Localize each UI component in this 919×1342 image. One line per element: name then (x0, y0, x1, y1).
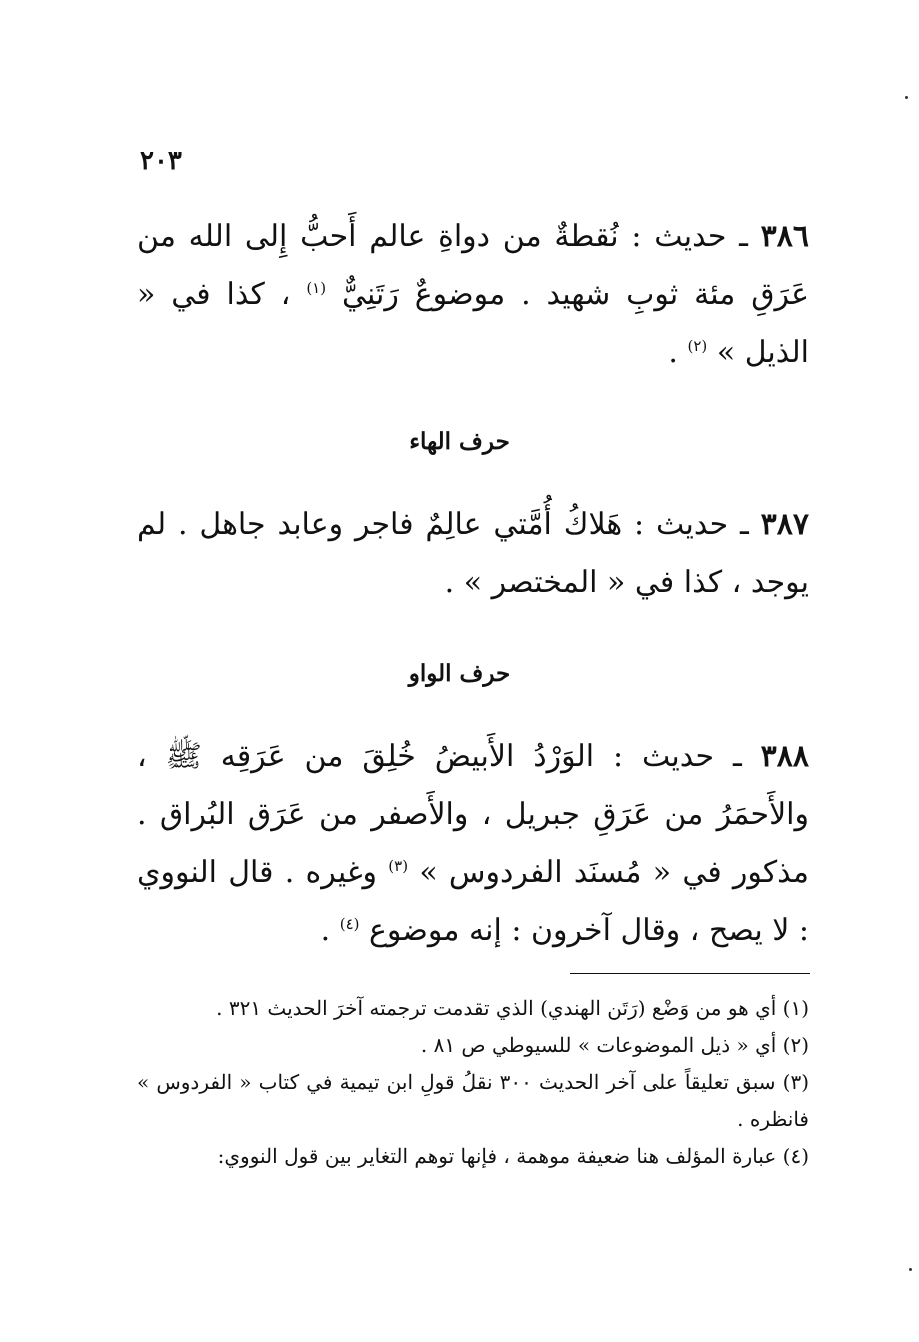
hadith-text: ـ حديث : هَلاكُ أُمَّتي عالِمٌ فاجر وعابد جاهل . لم يوجد ، كذا في « المختصر » . (137, 507, 809, 600)
hadith-number: ٣٨٨ (760, 739, 809, 774)
hadith-number: ٣٨٦ (760, 219, 809, 254)
hadith-text: وغيره . قال النووي : لا يصح ، وقال آخرون : إنه موضوع (137, 855, 809, 948)
page-number: ٢٠٣ (140, 146, 182, 176)
footnote-1: (١) أي هو من وَضْع (رَتَن الهندي) الذي تقدمت ترجمته آخرَ الحديث ٣٢١ . (216, 996, 809, 1020)
hadith-entry-387 (137, 496, 809, 612)
footnote-4: (٤) عبارة المؤلف هنا ضعيفة موهمة ، فإنها توهم التغاير بين قول النووي: (217, 1144, 809, 1168)
hadith-text: . (668, 335, 688, 370)
footnote-ref: (٤) (339, 915, 360, 933)
footnote-2: (٢) أي « ذيل الموضوعات » للسيوطي ص ٨١ . (420, 1033, 809, 1057)
footnote-3: (٣) سبق تعليقاً على آخر الحديث ٣٠٠ نقلُ قولِ ابن تيمية في كتاب « الفردوس » فانظره . (137, 1070, 810, 1131)
footnotes (137, 990, 809, 1175)
footnote-ref: (٢) (687, 337, 708, 355)
footnote-ref: (٣) (388, 857, 409, 875)
hadith-text: . (320, 913, 340, 948)
hadith-number: ٣٨٧ (760, 507, 809, 542)
section-heading-waw: حرف الواو (408, 660, 511, 687)
scan-speck (909, 1268, 912, 1271)
footnote-divider (570, 973, 810, 974)
hadith-text: ـ حديث : الوَرْدُ الأَبيضُ خُلِقَ من عَرَقِه ﷺ ، والأَحمَرُ من عَرَقِ جبريل ، والأَصفر من عَرَق البُراق . مذكور في « مُسنَد الفردوس » (137, 739, 809, 890)
hadith-entry-386 (137, 208, 809, 382)
hadith-text: ، كذا في « الذيل » (137, 277, 809, 370)
hadith-entry-388 (137, 728, 809, 960)
footnote-ref: (١) (306, 279, 327, 297)
scan-speck (905, 96, 908, 99)
section-heading-haa: حرف الهاء (409, 428, 510, 455)
hadith-text: ـ حديث : نُقطةٌ من دواةِ عالم أَحبُّ إِلى الله من عَرَقِ مئة ثوبِ شهيد . موضوعٌ رَتَنِيٌّ (137, 219, 809, 312)
